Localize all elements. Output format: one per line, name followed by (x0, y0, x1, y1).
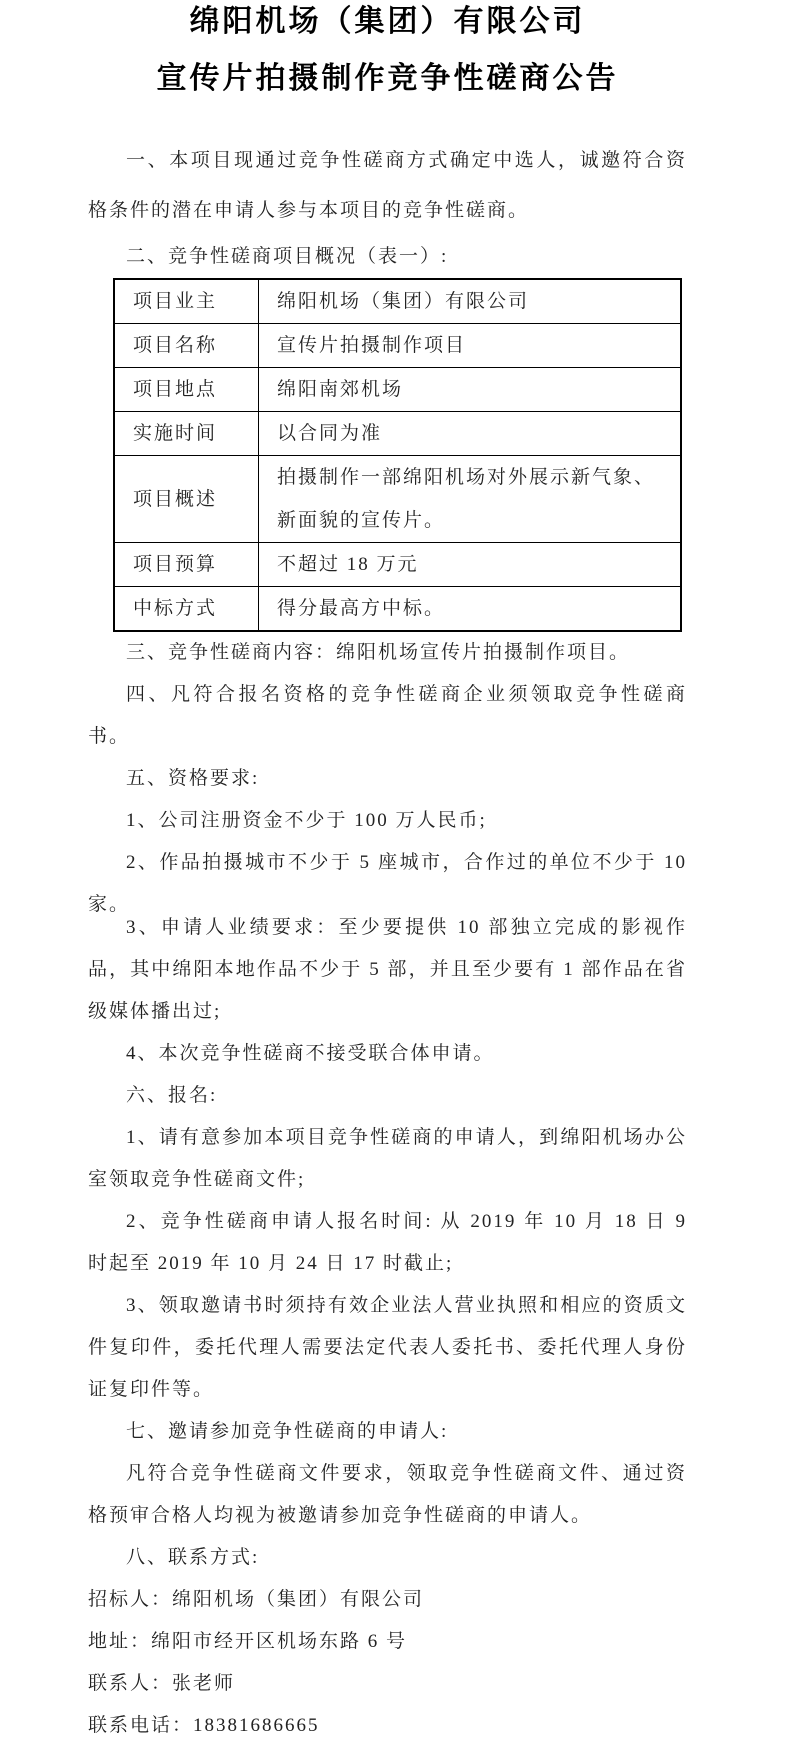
section-6-item-3: 3、领取邀请书时须持有效企业法人营业执照和相应的资质文件复印件，委托代理人需要法定代表人委托书、委托代理人身份证复印件等。 (88, 1295, 687, 1400)
section-6-item-2: 2、竞争性磋商申请人报名时间: 从 2019 年 10 月 18 日 9 时起至 2019 年 10 月 24 日 17 时截止; (88, 1211, 687, 1274)
section-4-paragraph: 四、凡符合报名资格的竞争性磋商企业须领取竞争性磋商书。 (88, 684, 687, 747)
section-5-heading: 五、资格要求: (126, 768, 260, 789)
document-title-line2: 宣传片拍摄制作竞争性磋商公告 (156, 62, 619, 95)
row-value: 绵阳机场（集团）有限公司 (259, 279, 682, 324)
table-row-implementation-time (114, 412, 681, 456)
contact-address-line: 地址：绵阳市经开区机场东路 6 号 (88, 1631, 408, 1652)
row-value: 以合同为准 (259, 412, 682, 456)
section-7-paragraph: 凡符合竞争性磋商文件要求，领取竞争性磋商文件、通过资格预审合格人均视为被邀请参加竞争性磋商的申请人。 (88, 1463, 687, 1526)
row-label: 项目预算 (114, 543, 259, 587)
project-overview-table (113, 278, 682, 632)
row-value: 拍摄制作一部绵阳机场对外展示新气象、新面貌的宣传片。 (259, 456, 682, 543)
section-5-item-1: 1、公司注册资金不少于 100 万人民币; (126, 810, 487, 831)
table-row-project-budget (114, 543, 681, 587)
table-row-project-summary (114, 456, 681, 543)
row-label: 项目概述 (114, 456, 259, 543)
row-value: 不超过 18 万元 (259, 543, 682, 587)
row-label: 实施时间 (114, 412, 259, 456)
section-6-item-1: 1、请有意参加本项目竞争性磋商的申请人，到绵阳机场办公室领取竞争性磋商文件; (88, 1127, 687, 1190)
section-1-paragraph: 一、本项目现通过竞争性磋商方式确定中选人，诚邀符合资格条件的潜在申请人参与本项目的竞争性磋商。 (88, 150, 687, 221)
section-7-heading: 七、邀请参加竞争性磋商的申请人: (126, 1421, 449, 1442)
section-2-table-caption: 二、竞争性磋商项目概况（表一）: (126, 246, 449, 267)
table-row-project-location (114, 368, 681, 412)
table-row-project-name (114, 324, 681, 368)
table-row-award-method (114, 587, 681, 632)
section-5-item-2: 2、作品拍摄城市不少于 5 座城市，合作过的单位不少于 10 家。 (88, 852, 687, 915)
contact-person-line: 联系人：张老师 (88, 1673, 236, 1694)
section-8-heading: 八、联系方式: (126, 1547, 260, 1568)
table-row-project-owner (114, 279, 681, 324)
row-value: 得分最高方中标。 (259, 587, 682, 632)
section-5-item-3: 3、申请人业绩要求：至少要提供 10 部独立完成的影视作品，其中绵阳本地作品不少于 5 部，并且至少要有 1 部作品在省级媒体播出过; (88, 917, 687, 1022)
row-label: 项目地点 (114, 368, 259, 412)
contact-phone-line: 联系电话：18381686665 (88, 1715, 320, 1736)
section-6-heading: 六、报名: (126, 1085, 218, 1106)
row-value: 宣传片拍摄制作项目 (259, 324, 682, 368)
row-label: 中标方式 (114, 587, 259, 632)
row-label: 项目名称 (114, 324, 259, 368)
section-5-item-4: 4、本次竞争性磋商不接受联合体申请。 (126, 1043, 495, 1064)
section-3-paragraph: 三、竞争性磋商内容：绵阳机场宣传片拍摄制作项目。 (126, 642, 631, 663)
row-label: 项目业主 (114, 279, 259, 324)
document-title-line1: 绵阳机场（集团）有限公司 (189, 5, 586, 38)
row-value: 绵阳南郊机场 (259, 368, 682, 412)
contact-tenderer-line: 招标人：绵阳机场（集团）有限公司 (88, 1589, 425, 1610)
